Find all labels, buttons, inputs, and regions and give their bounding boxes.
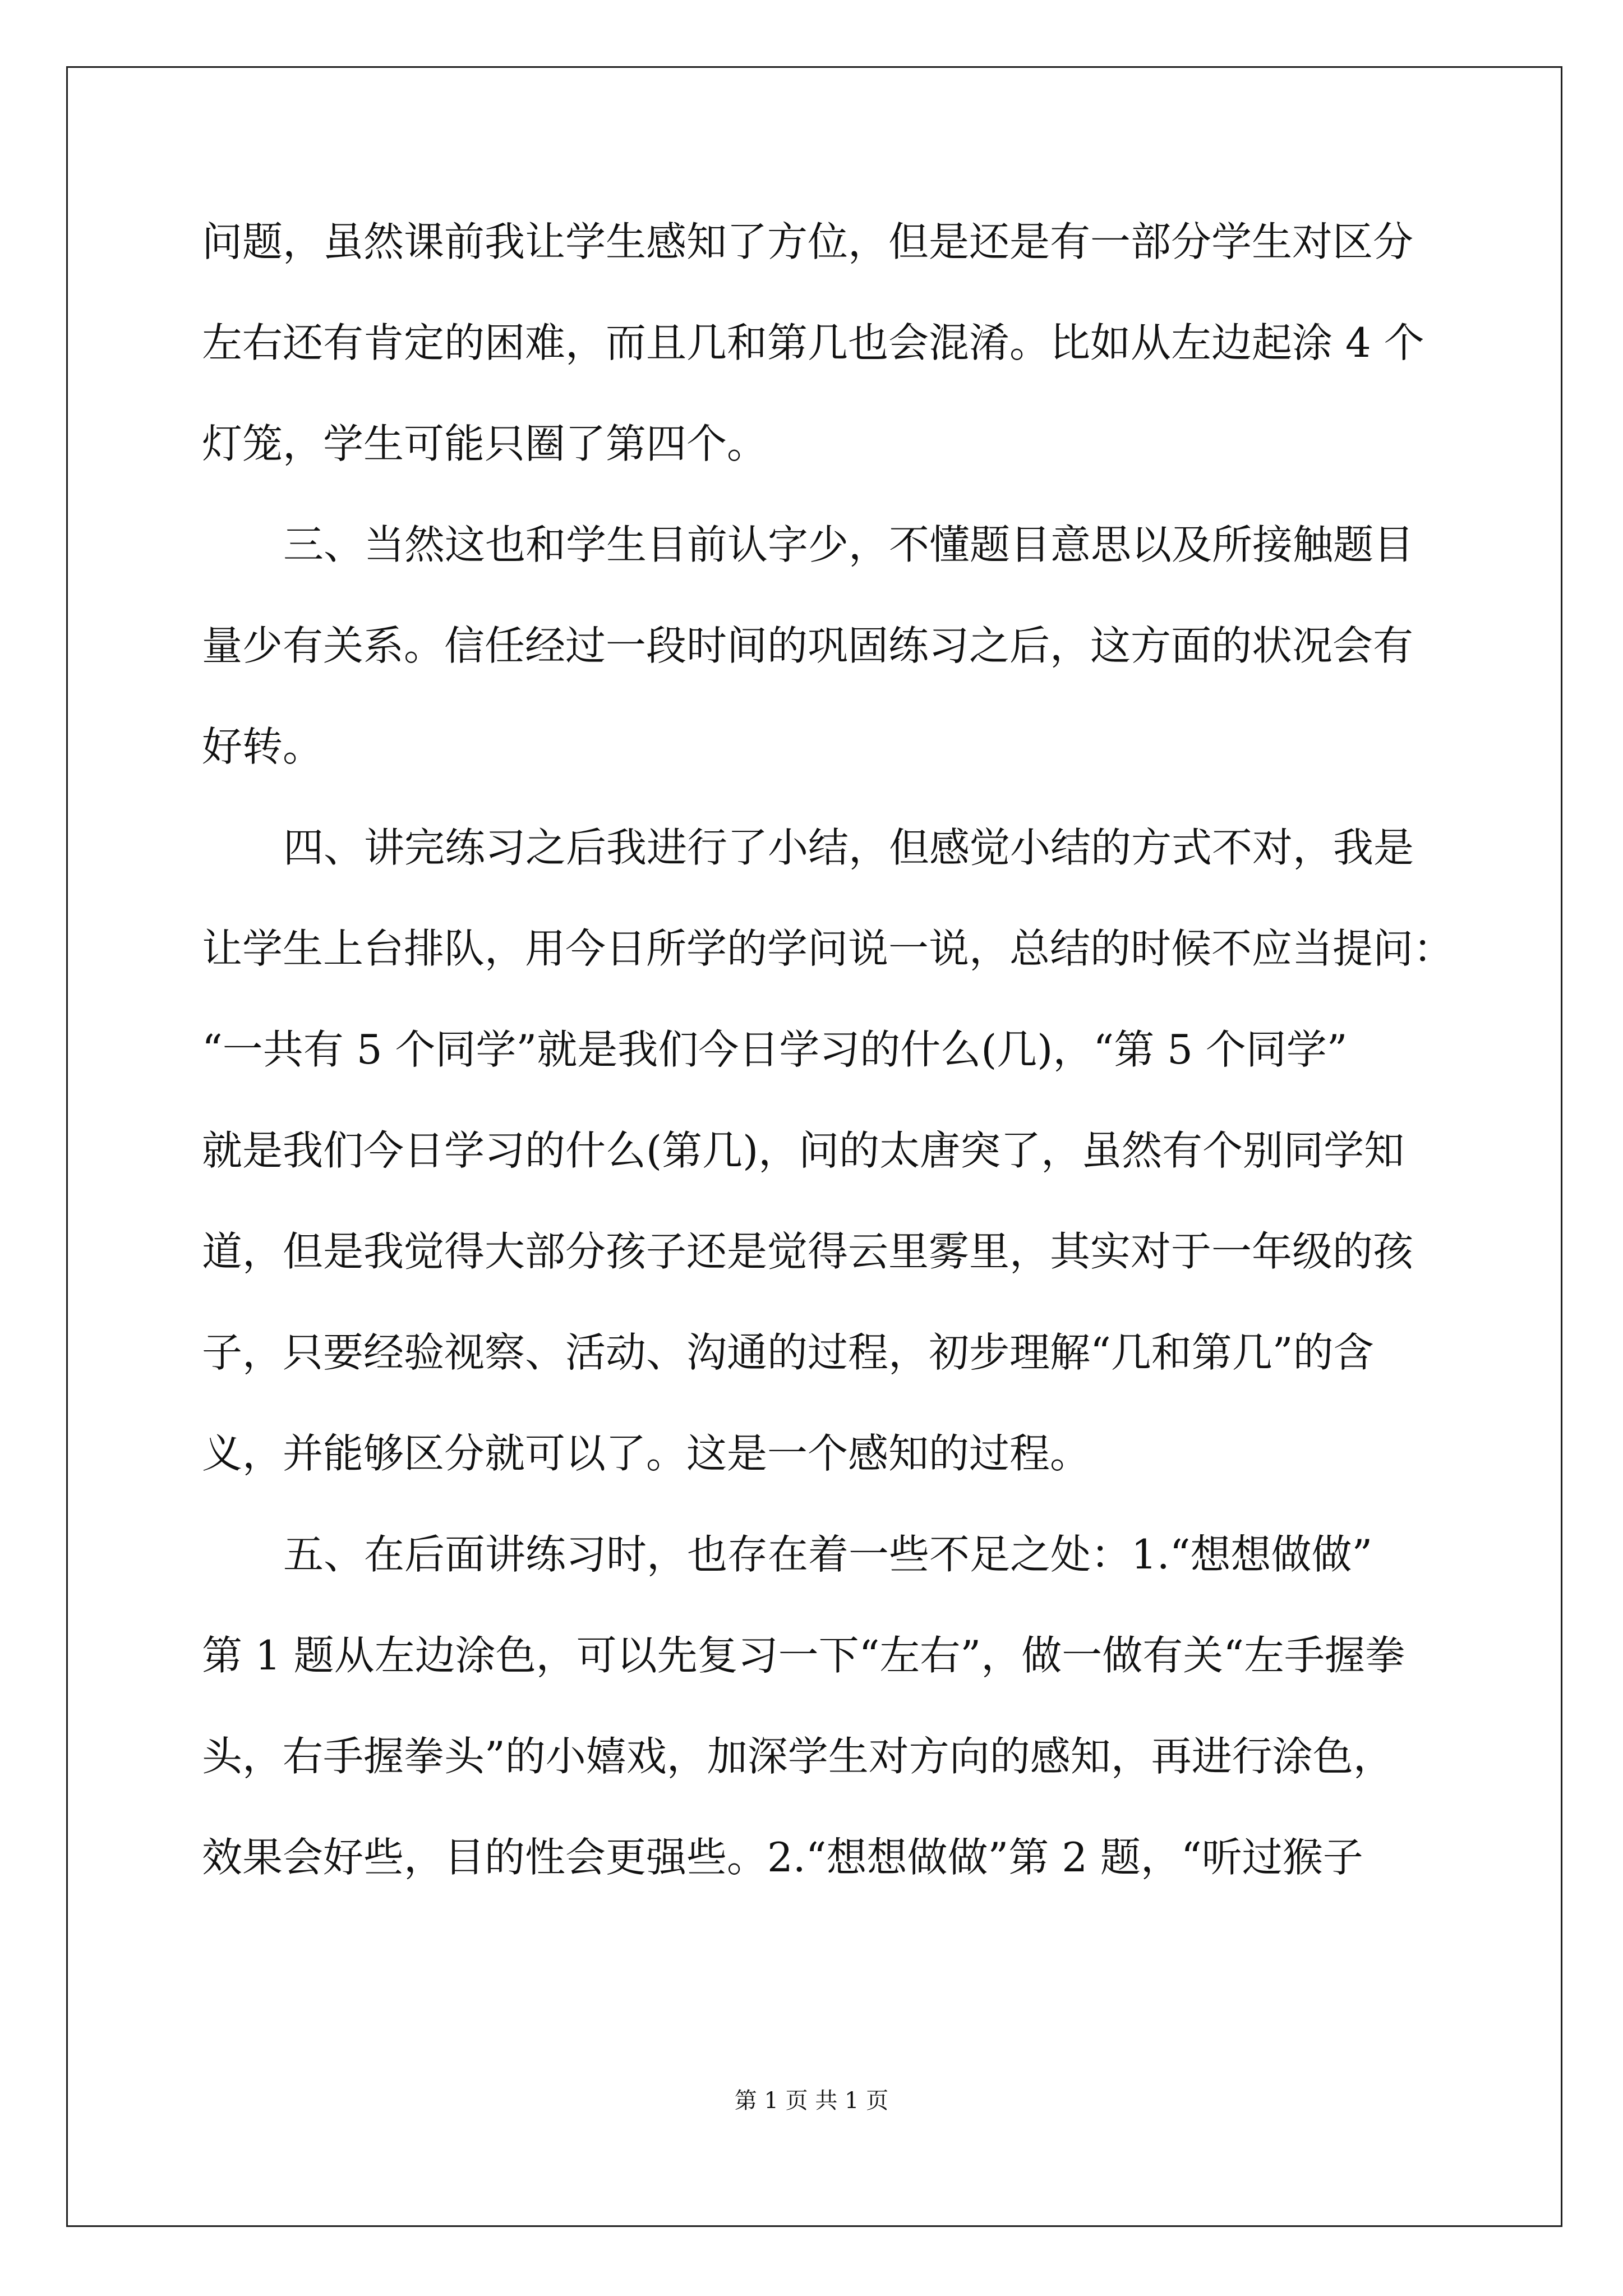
text-line: 头，右手握拳头”的小嬉戏，加深学生对方向的感知，再进行涂色， bbox=[202, 1733, 1394, 1780]
text-line: 效果会好些，目的性会更强些。2.“想想做做”第 2 题，“听过猴子 bbox=[202, 1834, 1363, 1881]
page-number-footer: 第 1 页 共 1 页 bbox=[734, 2088, 889, 2114]
paragraph-start-line: 三、当然这也和学生目前认字少，不懂题目意思以及所接触题目 bbox=[283, 521, 1414, 568]
text-line: “一共有 5 个同学”就是我们今日学习的什么(几)，“第 5 个同学” bbox=[202, 1026, 1348, 1073]
text-line: 道，但是我觉得大部分孩子还是觉得云里雾里，其实对于一年级的孩 bbox=[202, 1228, 1414, 1275]
text-line: 第 1 题从左边涂色，可以先复习一下“左右”，做一做有关“左手握拳 bbox=[202, 1632, 1406, 1679]
paragraph-start-line: 五、在后面讲练习时，也存在着一些不足之处：1.“想想做做” bbox=[283, 1531, 1373, 1578]
text-line: 左右还有肯定的困难，而且几和第几也会混淆。比如从左边起涂 4 个 bbox=[202, 319, 1424, 366]
text-line: 好转。 bbox=[202, 723, 324, 770]
paragraph-start-line: 四、讲完练习之后我进行了小结，但感觉小结的方式不对，我是 bbox=[283, 824, 1414, 871]
text-line: 子，只要经验视察、活动、沟通的过程，初步理解“几和第几”的含 bbox=[202, 1329, 1374, 1376]
text-line: 让学生上台排队，用今日所学的学问说一说，总结的时候不应当提问： bbox=[202, 925, 1454, 972]
text-line: 就是我们今日学习的什么(第几)，问的太唐突了，虽然有个别同学知 bbox=[202, 1127, 1405, 1174]
text-line: 问题，虽然课前我让学生感知了方位，但是还是有一部分学生对区分 bbox=[202, 218, 1414, 265]
text-line: 义，并能够区分就可以了。这是一个感知的过程。 bbox=[202, 1430, 1091, 1477]
text-line: 量少有关系。信任经过一段时间的巩固练习之后，这方面的状况会有 bbox=[202, 622, 1414, 669]
text-line: 灯笼，学生可能只圈了第四个。 bbox=[202, 420, 768, 467]
